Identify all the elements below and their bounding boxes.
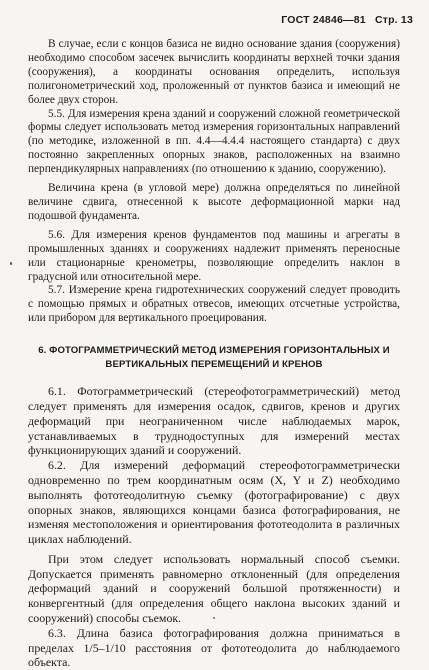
- standard-number: ГОСТ 24846—81: [281, 14, 366, 26]
- paragraph-6-3: 6.3. Длина базиса фотографирования должна приниматься в пределах 1/5–1/10 расстояния от фототеодолита до наблюдаемого объекта.: [28, 625, 400, 670]
- paragraph-5-6: 5.6. Для измерения кренов фундаментов под машины и агрегаты в промышленных зданиях и сооружениях надлежит применять переносные или стационарные кренометры, позволяющие определить наклон в градусной или относительной мере.: [28, 228, 400, 283]
- paragraph-5-7: 5.7. Измерение крена гидротехнических сооружений следует проводить с помощью прямых и обратных отвесов, имеющих отсчетные устройства, или прибором для вертикального проецирования.: [28, 284, 400, 325]
- paragraph-5-5: 5.5. Для измерения крена зданий и сооружений сложной геометрической формы следует использовать метод измерения горизонтальных направлений (по методике, изложенной в пп. 4.4—4.4.4 настоящего стандарта) с двух постоянно закрепленных опорных знаков, расположенных на взаимно перпендикулярных направлениях (по отношению к зданию, сооружению).: [28, 107, 400, 176]
- section-heading: 6. ФОТОГРАММЕТРИЧЕСКИЙ МЕТОД ИЗМЕРЕНИЯ ГОРИЗОНТАЛЬНЫХ И ВЕРТИКАЛЬНЫХ ПЕРЕМЕЩЕНИЙ И КРЕНОВ: [38, 345, 390, 371]
- page-speck: [213, 617, 215, 619]
- paragraph-crane-magnitude: Величина крена (в угловой мере) должна определяться по линейной величине сдвига, отнесенной к высоте деформационной марки над подошвой фундамента.: [28, 182, 400, 222]
- section-6-body: [28, 384, 400, 670]
- body-text: [28, 38, 400, 670]
- page-header: [281, 14, 413, 26]
- page-number: Стр. 13: [374, 14, 413, 26]
- paragraph-6-1: 6.1. Фотограмметрический (стереофотограмметрический) метод следует применять для измерения осадок, сдвигов, кренов и других деформаций при неограниченном числе наблюдаемых марок, устанавливаемых в труднодоступных для измерений местах функционирующих зданий и сооружений.: [28, 384, 400, 458]
- paragraph-survey-method: При этом следует использовать нормальный способ съемки. Допускается применять равномерно отклоненный (для определения деформаций зданий и сооружений большой протяженности) и конвергентный (для определения общего наклона высоких зданий и сооружений) способы съемок.: [28, 551, 400, 626]
- paragraph: В случае, если с концов базиса не видно основание здания (сооружения) необходимо способом засечек вычислить координаты верхней точки здания (сооружения), а координаты основания определить, используя полигонометрический ход, проложенный от пунктов базиса и имеющий не более двух сторон.: [28, 38, 400, 106]
- paragraph-6-2: 6.2. Для измерений деформаций стереофотограмметрически одновременно по трем координатным осям (X, Y и Z) необходимо выполнять фототеодолитную съемку (фотографирование) с двух опорных знаков, являющихся концами базиса фотографирования, не изменяя местоположения и ориентирования фототеодолита в различных циклах наблюдений.: [28, 458, 400, 547]
- margin-mark: [10, 262, 12, 265]
